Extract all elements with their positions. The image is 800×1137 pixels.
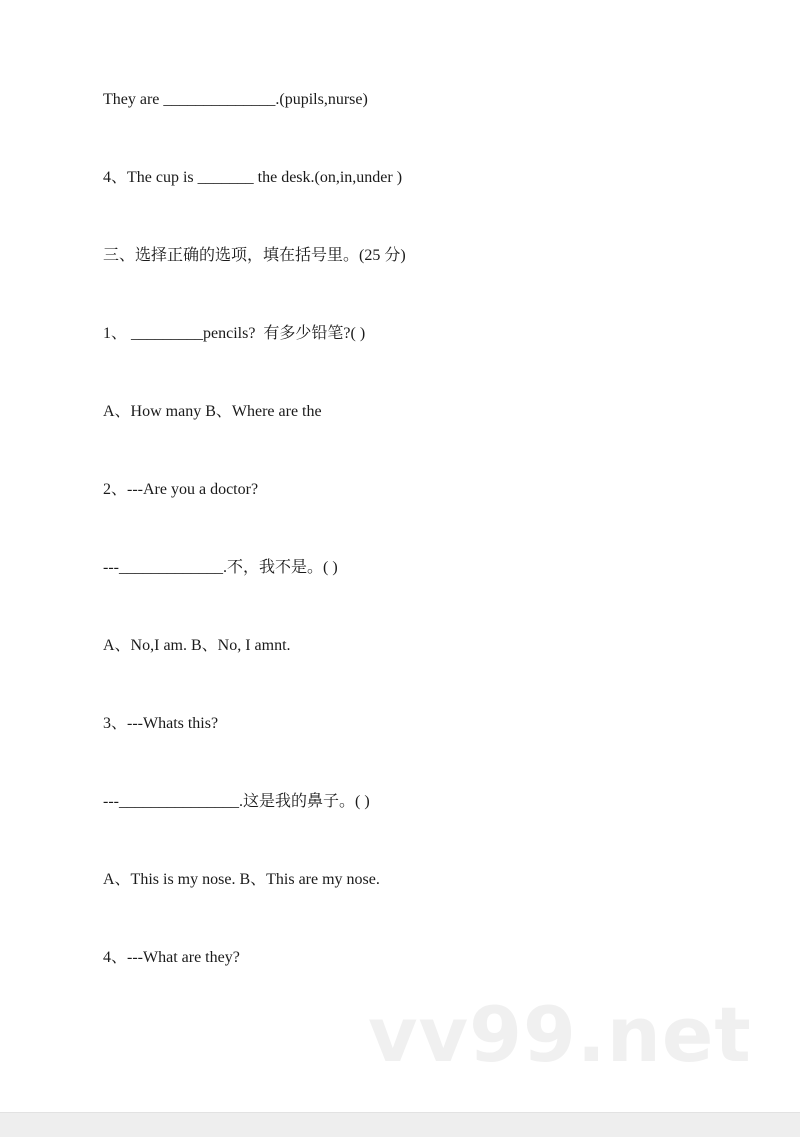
mc-question-3-answer-blank: ---_______________.这是我的鼻子。( ): [103, 793, 370, 810]
mc-question-1-options: A、How many B、Where are the: [103, 403, 322, 420]
mc-question-2-options: A、No,I am. B、No, I amnt.: [103, 637, 291, 654]
mc-question-2: 2、---Are you a doctor?: [103, 481, 259, 498]
fill-blank-they-are: They are ______________.(pupils,nurse): [103, 91, 368, 108]
page-bottom-bar: [0, 1112, 800, 1137]
mc-question-3: 3、---Whats this?: [103, 715, 219, 732]
watermark-logo: vv99.net: [368, 990, 752, 1079]
mc-question-1: 1、 _________pencils? 有多少铅笔?( ): [103, 325, 366, 342]
section-3-heading: 三、选择正确的选项，填在括号里。(25 分): [103, 247, 406, 264]
question-4-cup-desk: 4、The cup is _______ the desk.(on,in,under ): [103, 169, 403, 186]
mc-question-4: 4、---What are they?: [103, 949, 240, 966]
mc-question-3-options: A、This is my nose. B、This are my nose.: [103, 871, 380, 888]
mc-question-2-answer-blank: ---_____________.不，我不是。( ): [103, 559, 338, 576]
